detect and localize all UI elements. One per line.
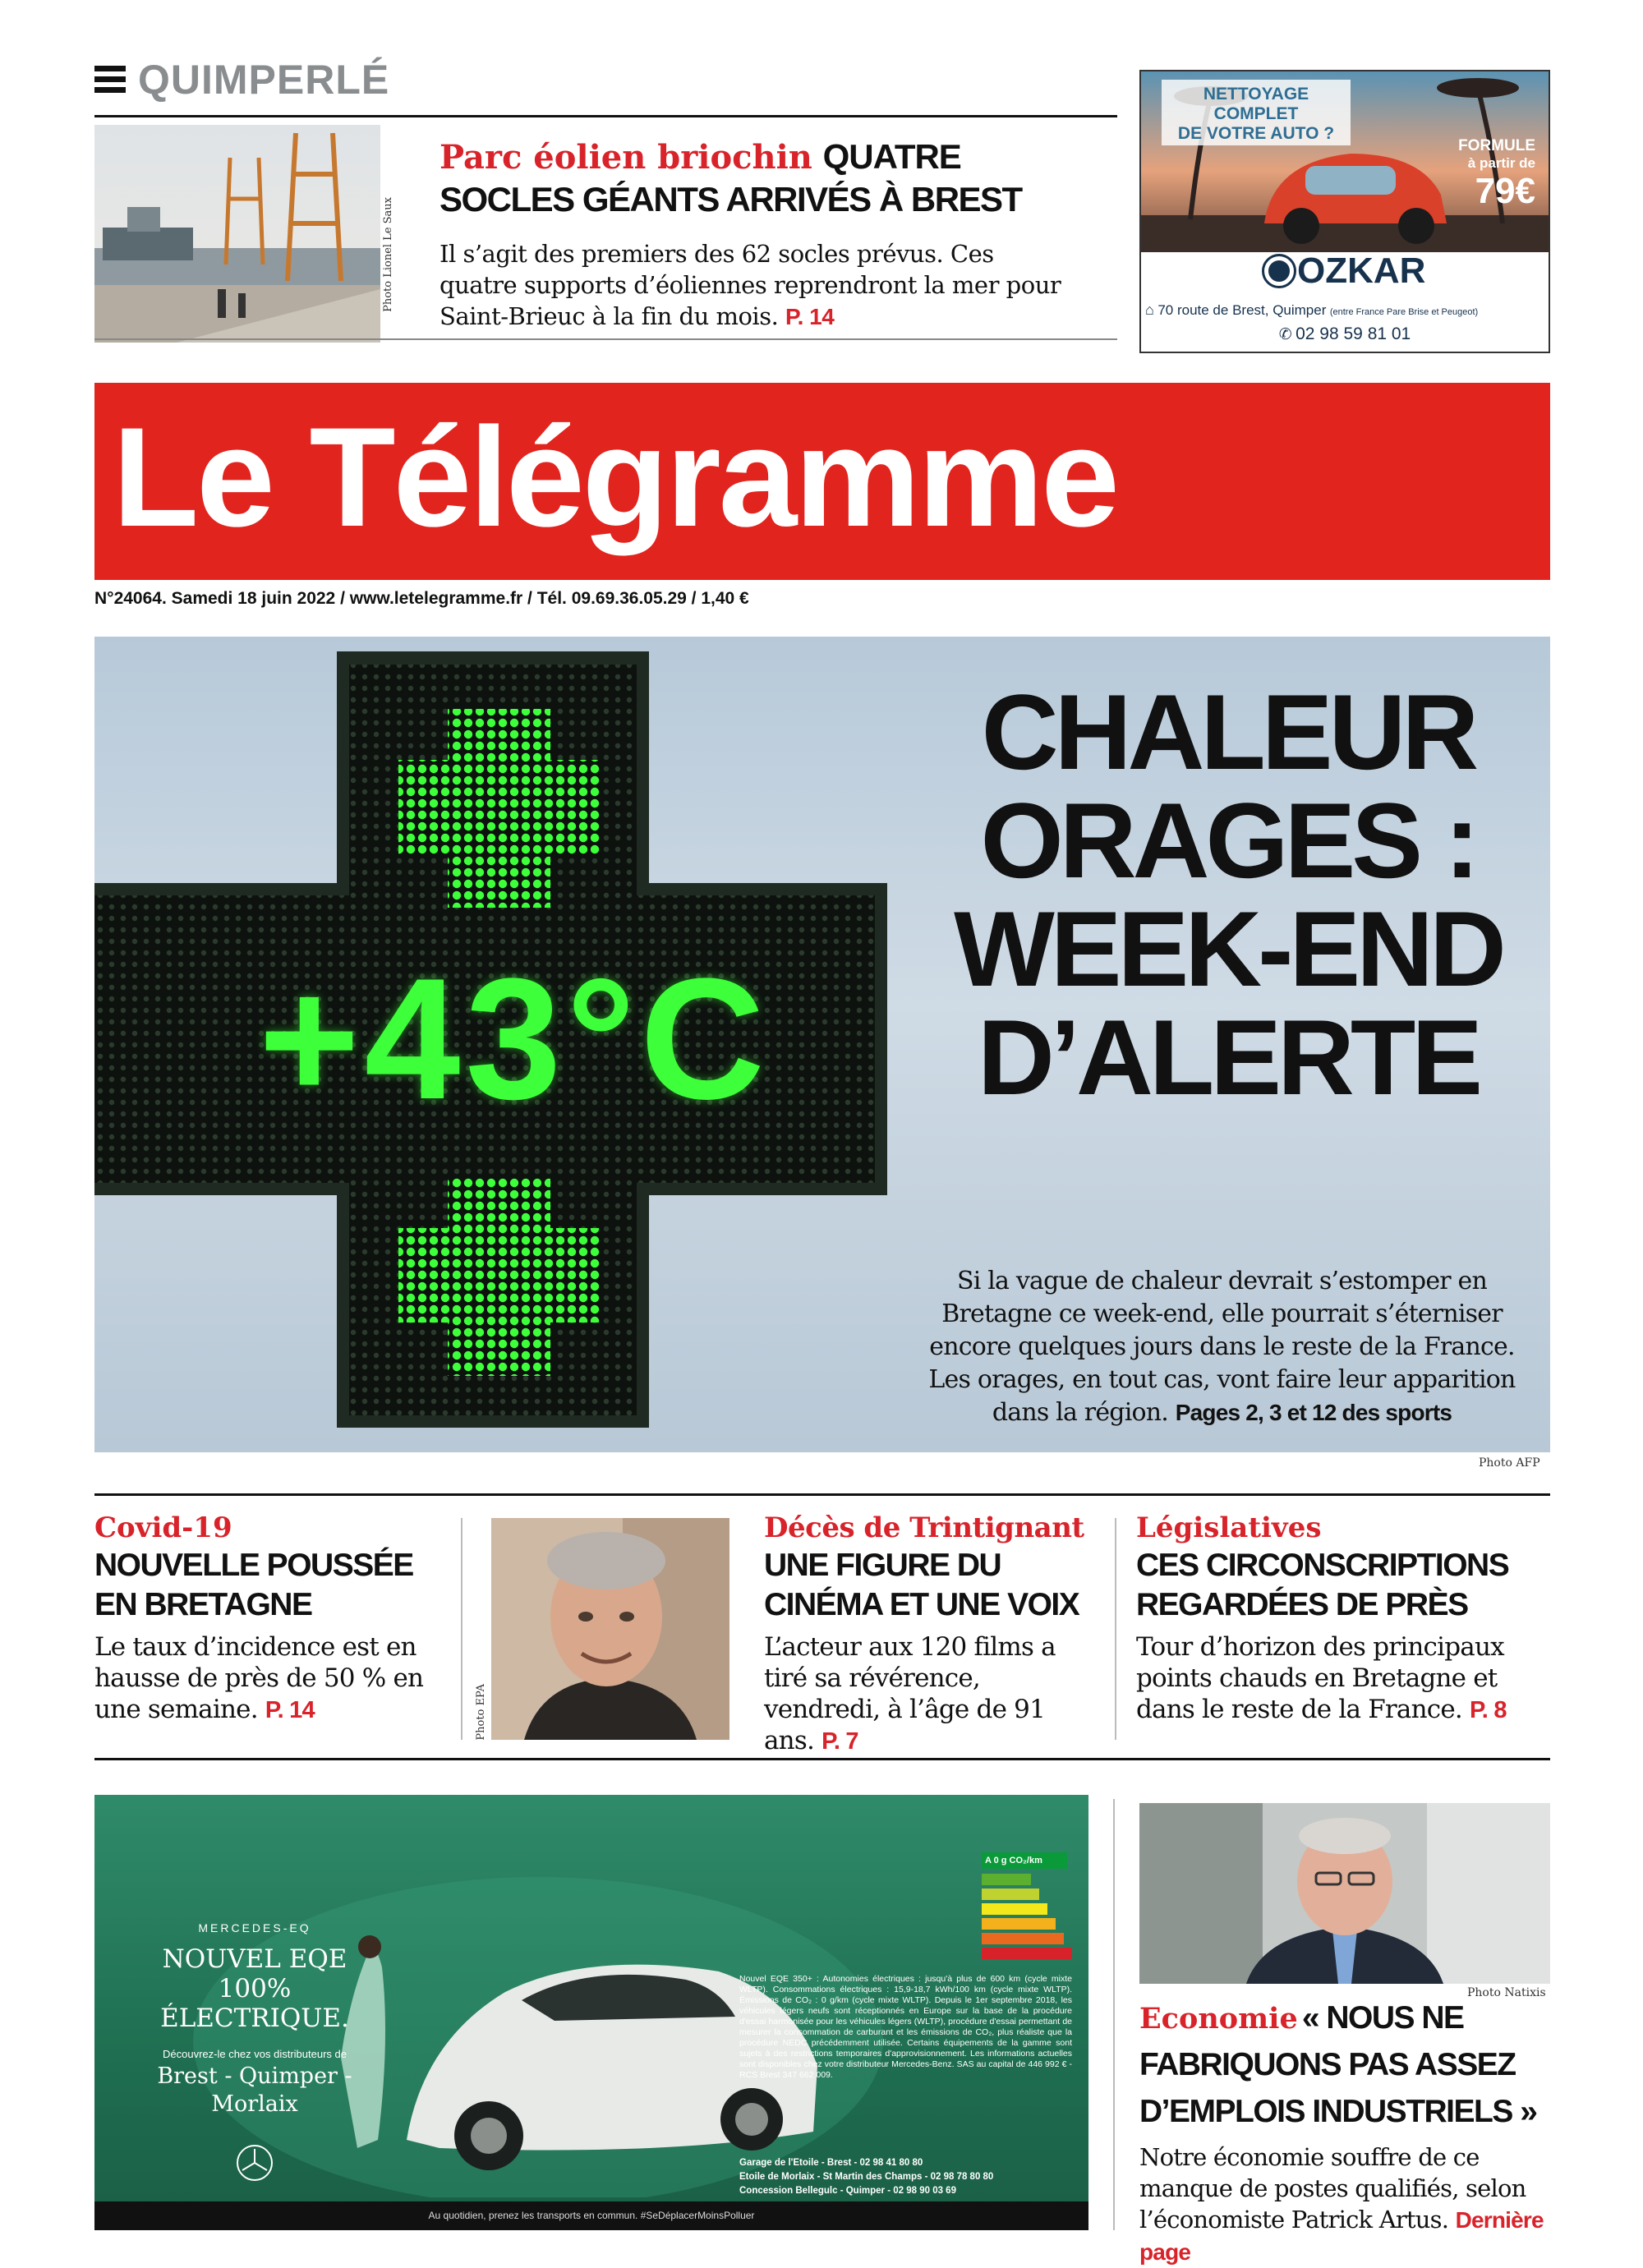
teaser-legislatives-body xyxy=(1136,1631,1550,1726)
ozkar-phone: 02 98 59 81 01 xyxy=(1296,324,1411,343)
ozkar-brand: OZKAR xyxy=(1297,251,1426,291)
mercedes-footer-bar xyxy=(94,2201,1088,2230)
ozkar-price: 79€ xyxy=(1475,171,1535,211)
ozkar-address-note: (entre France Pare Brise et Peugeot) xyxy=(1329,307,1479,317)
teaser-divider-1 xyxy=(461,1518,463,1740)
teaser-covid-body-text: Le taux d’incidence est en hausse de près de 50 % en une semaine. xyxy=(94,1632,424,1724)
teaser-covid-kicker: Covid-19 xyxy=(94,1511,232,1544)
ozkar-headline-l2: COMPLET xyxy=(1213,104,1299,123)
issue-line: N°24064. Samedi 18 juin 2022 / www.letelegramme.fr / Tél. 09.69.36.05.29 / 1,40 € xyxy=(94,589,749,608)
mercedes-ad[interactable] xyxy=(94,1795,1088,2230)
main-body-l3: encore quelques jours dans le reste de la France. xyxy=(929,1332,1515,1361)
mercedes-dealer-3: Concession Bellegulc - Quimper - 02 98 90 03 69 xyxy=(739,2186,956,2196)
ozkar-formula xyxy=(1429,137,1535,211)
mercedes-brand: MERCEDES-EQ xyxy=(198,1921,311,1934)
top-story-body-text: Il s’agit des premiers des 62 socles prévus. Ces quatre supports d’éoliennes reprendront la mer pour Saint-Brieuc à la fin du mois. xyxy=(440,240,1061,330)
ozkar-formula-l1: FORMULE xyxy=(1458,137,1535,154)
mercedes-dealer-intro: Découvrez-le chez vos distributeurs de xyxy=(163,2048,347,2060)
trintignant-photo-credit: Photo EPA xyxy=(475,1684,487,1741)
energy-label-a: A 0 g CO₂/km xyxy=(982,1852,1067,1869)
teaser-trintignant-body xyxy=(764,1631,1093,1757)
menu-icon[interactable] xyxy=(94,64,126,94)
ozkar-headline-box xyxy=(1162,80,1351,145)
energy-label xyxy=(982,1852,1072,1959)
teaser-economie-divider xyxy=(1113,1799,1115,2230)
teaser-trintignant-kicker: Décès de Trintignant xyxy=(764,1511,1084,1544)
teasers-bottom-rule xyxy=(94,1758,1550,1760)
top-story-body xyxy=(440,238,1072,333)
ozkar-headline-l3: DE VOTRE AUTO ? xyxy=(1177,124,1335,143)
teaser-covid[interactable] xyxy=(94,1510,431,1726)
sign-temperature: +43°C xyxy=(259,942,770,1135)
ozkar-ad[interactable] xyxy=(1139,70,1550,353)
main-body-l4: Les orages, en tout cas, vont faire leur apparition xyxy=(928,1365,1516,1394)
ozkar-brand-row xyxy=(1141,251,1549,292)
teaser-legislatives-kicker: Législatives xyxy=(1136,1511,1322,1544)
top-story-title-line2: SOCLES GÉANTS ARRIVÉS À BREST xyxy=(440,180,1022,219)
main-bottom-rule xyxy=(94,1493,1550,1496)
edition-name: QUIMPERLÉ xyxy=(138,57,390,103)
phone-icon: ✆ xyxy=(1278,326,1292,343)
mercedes-dealer-1: Garage de l'Etoile - Brest - 02 98 41 80 80 xyxy=(739,2158,923,2168)
top-story-headline[interactable] xyxy=(440,136,1097,221)
mercedes-title-l2: 100% ÉLECTRIQUE. xyxy=(160,1974,349,2033)
teaser-legislatives-body-text: Tour d’horizon des principaux points chauds en Bretagne et dans le reste de la France. xyxy=(1136,1632,1504,1724)
mercedes-cities: Brest - Quimper - Morlaix xyxy=(157,2063,352,2117)
top-story-title-line1: QUATRE xyxy=(822,137,961,176)
teaser-legislatives-title: CES CIRCONSCRIPTIONS REGARDÉES DE PRÈS xyxy=(1136,1548,1509,1622)
teaser-economie[interactable] xyxy=(1139,1998,1550,2268)
home-icon: ⌂ xyxy=(1145,301,1154,318)
mercedes-dealer-2: Etoile de Morlaix - St Martin des Champs - 02 98 78 80 80 xyxy=(739,2172,994,2182)
teaser-divider-2 xyxy=(1115,1518,1116,1740)
ozkar-address-row xyxy=(1145,301,1548,319)
ozkar-formula-l2: à partir de xyxy=(1467,155,1535,171)
mercedes-footer: Au quotidien, prenez les transports en commun. #SeDéplacerMoinsPolluer xyxy=(428,2210,755,2221)
teaser-trintignant[interactable] xyxy=(764,1510,1093,1757)
mercedes-title-l1: NOUVEL EQE xyxy=(162,1944,347,1974)
main-headline-l3: WEEK-END xyxy=(954,889,1503,1009)
teaser-economie-kicker: Economie xyxy=(1139,2002,1298,2036)
teaser-economie-body xyxy=(1139,2141,1550,2268)
teaser-economie-body-text: Notre économie souffre de ce manque de postes qualifiés, selon l’économiste Patrick Artus. xyxy=(1139,2143,1526,2233)
main-headline xyxy=(916,672,1540,1117)
top-story-page-ref[interactable]: P. 14 xyxy=(785,304,835,329)
main-headline-l4: D’ALERTE xyxy=(978,997,1479,1117)
masthead-title: Le Télégramme xyxy=(113,398,1117,556)
teaser-trintignant-title: UNE FIGURE DU CINÉMA ET UNE VOIX xyxy=(764,1548,1079,1622)
top-story-kicker: Parc éolien briochin xyxy=(440,138,812,177)
ozkar-headline-l1: NETTOYAGE xyxy=(1203,85,1309,104)
main-story[interactable] xyxy=(94,637,1550,1452)
main-photo-credit: Photo AFP xyxy=(1479,1456,1540,1470)
main-body-l2: Bretagne ce week-end, elle pourrait s’éterniser xyxy=(941,1300,1503,1328)
teaser-covid-page[interactable]: P. 14 xyxy=(265,1697,315,1723)
artus-photo[interactable] xyxy=(1139,1803,1550,1984)
teaser-covid-body xyxy=(94,1631,431,1726)
teaser-legislatives-page[interactable]: P. 8 xyxy=(1470,1697,1507,1723)
main-body-l5: dans la région. xyxy=(992,1398,1169,1427)
main-story-body xyxy=(904,1265,1540,1429)
portrait-photo-artus xyxy=(1139,1803,1550,1984)
portrait-photo xyxy=(491,1518,729,1740)
main-story-pages[interactable]: Pages 2, 3 et 12 des sports xyxy=(1175,1400,1452,1425)
teaser-legislatives[interactable] xyxy=(1136,1510,1550,1726)
mercedes-fine-print: Nouvel EQE 350+ : Autonomies électriques : jusqu'à plus de 600 km (cycle mixte WLTP). Consommations électriques : 15,9-18,7 kWh/100 km (cycle mixte WLTP). Émissions de CO₂ : 0 g/km (cycle mixte WLTP). Depuis le 1er septembre 2018, les véhicules légers neufs sont réceptionnés en Europe sur la base de la procédure d'essai harmonisée pour les véhicules légers (WLTP), procédure d'essai permettant de mesurer la consommation de carburant et les émissions de CO₂, plus réaliste que la procédure NEDC précédemment utilisée. Certains équipements de la gamme sont sujets à des restrictions temporaires d'approvisionnement. Les informations actuelles sont disponibles chez votre distributeur Mercedes-Benz. SAS au capital de 446 992 € - RCS Brest 347 662 009. xyxy=(739,1974,1072,2080)
top-story-photo[interactable] xyxy=(94,125,380,343)
trintignant-photo[interactable] xyxy=(491,1518,729,1740)
mercedes-brand-block xyxy=(127,1918,382,2181)
teaser-covid-title: NOUVELLE POUSSÉE EN BRETAGNE xyxy=(94,1548,413,1622)
teaser-economie-page[interactable]: Dernière page xyxy=(1139,2207,1544,2265)
top-story-photo-credit: Photo Lionel Le Saux xyxy=(382,197,394,312)
ozkar-logo-icon xyxy=(1264,256,1294,286)
ozkar-address: 70 route de Brest, Quimper xyxy=(1157,302,1327,318)
masthead[interactable] xyxy=(94,383,1550,580)
top-story-bottom-rule xyxy=(94,338,1117,340)
ozkar-phone-row[interactable] xyxy=(1141,324,1549,344)
main-headline-l1: CHALEUR xyxy=(981,672,1475,792)
mercedes-star-icon xyxy=(237,2145,273,2181)
port-photo xyxy=(94,125,380,343)
main-headline-l2: ORAGES : xyxy=(980,780,1476,900)
teaser-economie-title: « NOUS NE FABRIQUONS PAS ASSEZ D’EMPLOIS INDUSTRIELS » xyxy=(1139,2000,1537,2129)
mercedes-dealers xyxy=(739,2156,1076,2198)
top-rule xyxy=(94,115,1117,117)
teaser-trintignant-body-text: L’acteur aux 120 films a tiré sa révérence, vendredi, à l’âge de 91 ans. xyxy=(764,1632,1056,1755)
teaser-trintignant-page[interactable]: P. 7 xyxy=(822,1728,858,1755)
main-body-l1: Si la vague de chaleur devrait s’estomper en xyxy=(956,1267,1488,1295)
artus-photo-credit: Photo Natixis xyxy=(1467,1986,1546,1999)
